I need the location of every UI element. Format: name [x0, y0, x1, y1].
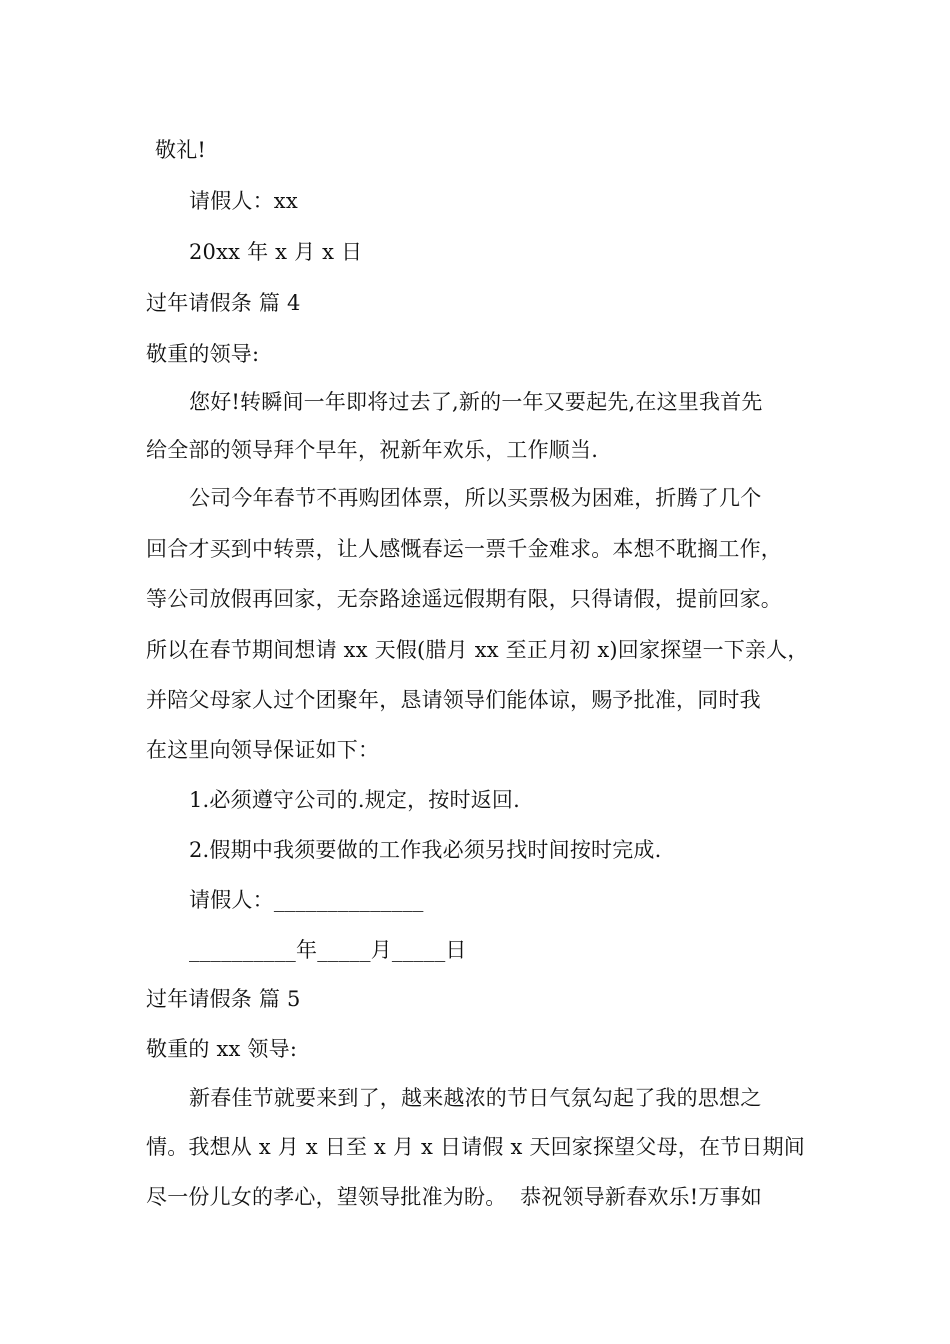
section-4-date-line: __________年_____月_____日	[189, 938, 467, 962]
section-4-applicant-row	[189, 884, 950, 916]
section-4-para2-line1: 公司今年春节不再购团体票，所以买票极为困难，折腾了几个	[189, 486, 762, 510]
section-4-para2-line5: 并陪父母家人过个团聚年，恳请领导们能体谅，赐予批准，同时我	[146, 688, 761, 712]
closing-date: 20xx 年 x 月 x 日	[189, 240, 363, 264]
section-5-para1-line1: 新春佳节就要来到了，越来越浓的节日气氛勾起了我的思想之	[189, 1086, 762, 1110]
section-4-title: 过年请假条 篇 4	[146, 291, 301, 315]
section-4-applicant-label: 请假人：	[189, 888, 274, 912]
section-4-para2-line2: 回合才买到中转票，让人感慨春运一票千金难求。本想不耽搁工作，	[146, 537, 782, 561]
section-5-para1-line2: 情。我想从 x 月 x 日至 x 月 x 日请假 x 天回家探望父母，在节日期间	[146, 1135, 805, 1159]
section-5-title: 过年请假条 篇 5	[146, 987, 301, 1011]
section-4-para1-line2: 给全部的领导拜个早年，祝新年欢乐，工作顺当.	[146, 438, 599, 462]
section-4-para2-line6: 在这里向领导保证如下：	[146, 738, 380, 762]
section-4-greeting: 敬重的领导:	[146, 342, 260, 366]
section-4-para2-line4: 所以在春节期间想请 xx 天假(腊月 xx 至正月初 x)回家探望一下亲人，	[146, 638, 809, 662]
section-4-para1-line1: 您好!转瞬间一年即将过去了,新的一年又要起先,在这里我首先	[189, 390, 763, 414]
section-4-item-2: 2.假期中我须要做的工作我必须另找时间按时完成.	[189, 838, 662, 862]
closing-applicant: 请假人：xx	[189, 189, 298, 213]
closing-salutation: 敬礼!	[155, 138, 207, 162]
section-4-item-1: 1.必须遵守公司的.规定，按时返回.	[189, 788, 520, 812]
section-5-para1-line3: 尽一份儿女的孝心，望领导批准为盼。 恭祝领导新春欢乐!万事如	[146, 1185, 762, 1209]
section-5-greeting: 敬重的 xx 领导:	[146, 1037, 298, 1061]
section-4-para2-line3: 等公司放假再回家，无奈路途遥远假期有限，只得请假，提前回家。	[146, 587, 782, 611]
section-4-applicant-blank: ______________	[273, 888, 424, 912]
